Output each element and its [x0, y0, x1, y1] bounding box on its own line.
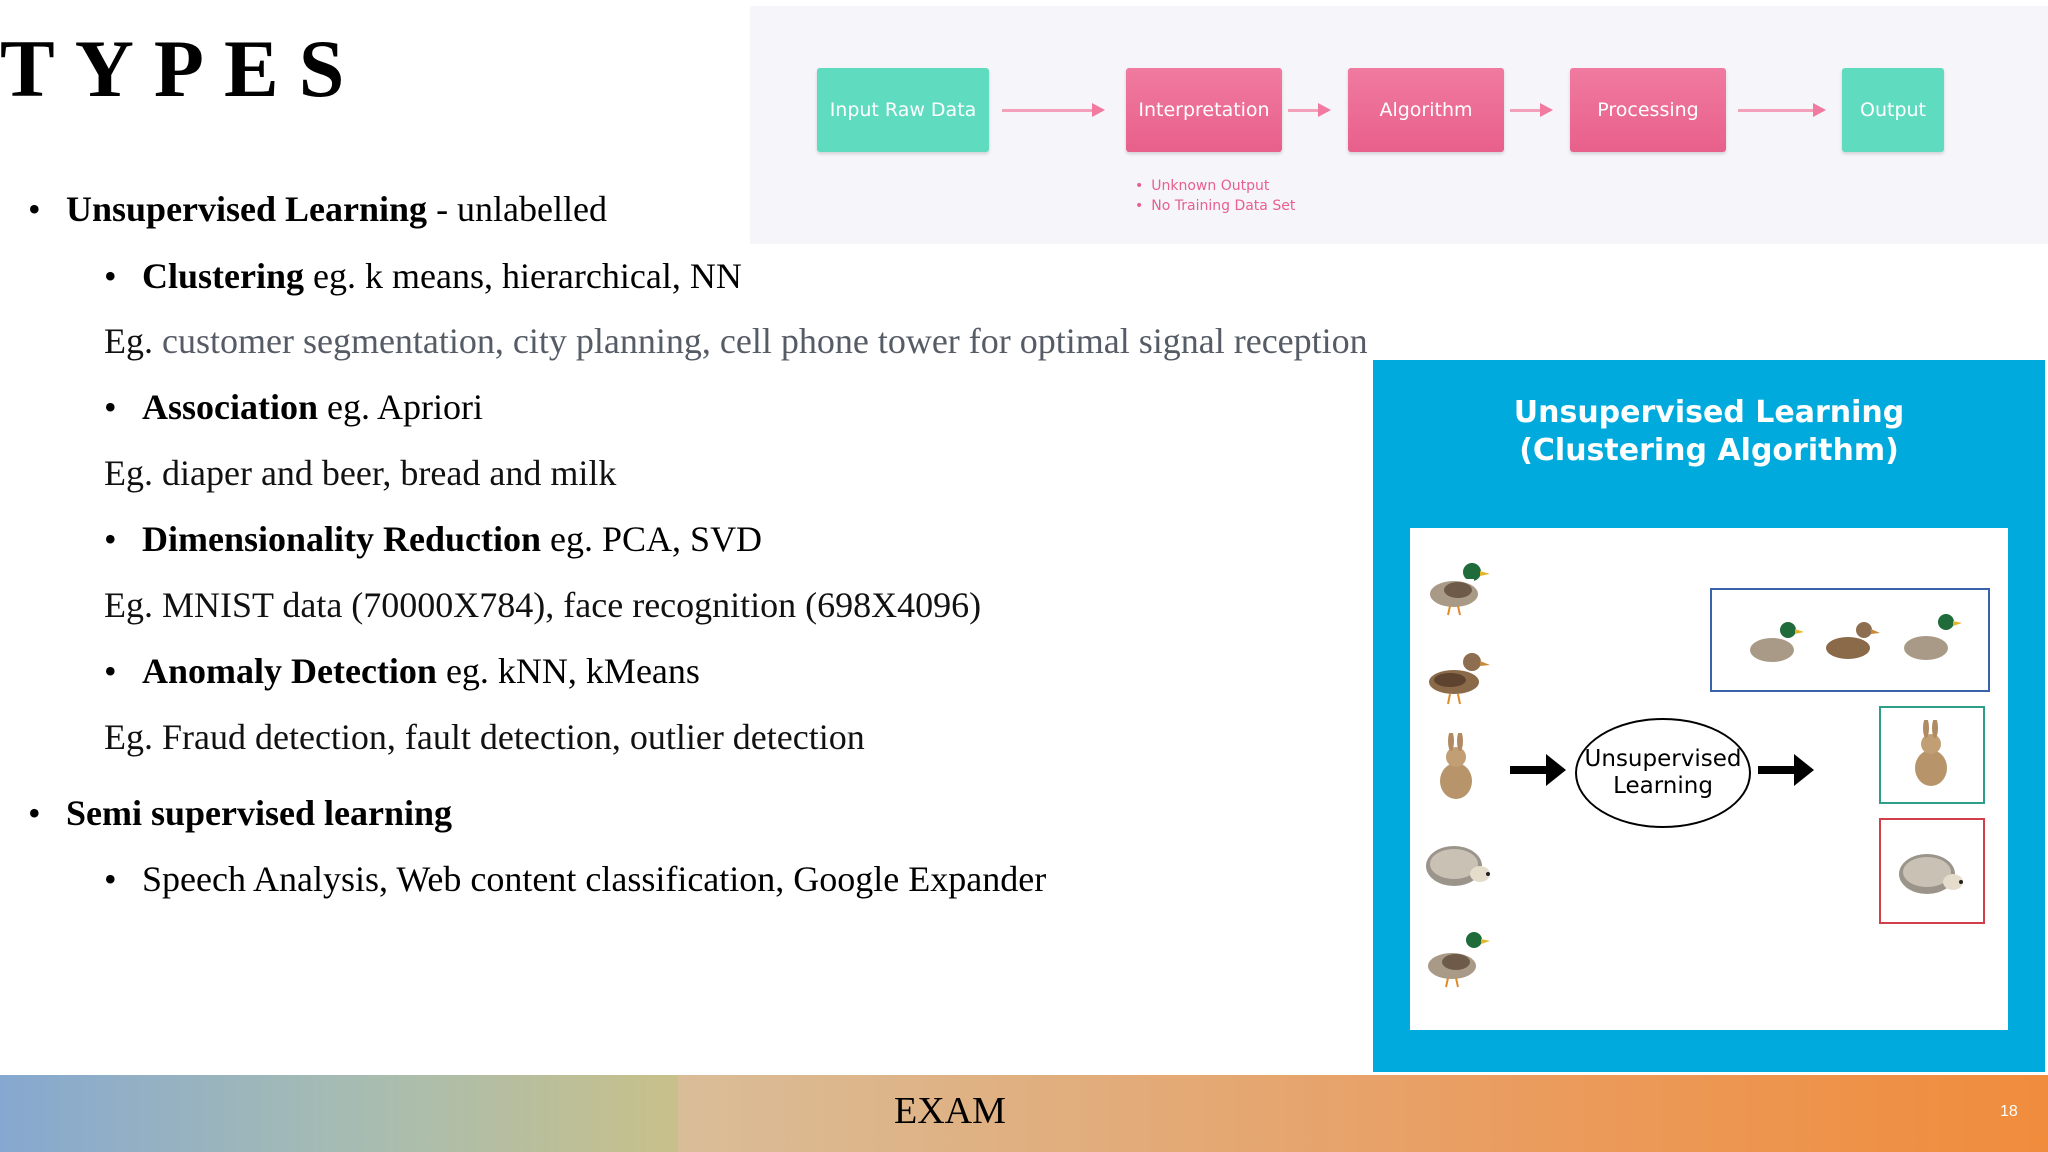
bullet-text: eg. k means, hierarchical, NN: [304, 256, 742, 296]
bullet-dot: •: [28, 189, 41, 229]
bullet-bold: Unsupervised Learning: [66, 189, 428, 229]
bullet-dot: •: [104, 256, 117, 296]
example-prefix: Eg.: [104, 321, 153, 361]
bullet-association: [104, 386, 483, 428]
flow-note: • Unknown Output: [1135, 176, 1295, 196]
female-duck-icon: [1816, 606, 1886, 676]
flow-box-interpretation: Interpretation: [1126, 68, 1282, 152]
bullet-anomaly-detection: [104, 650, 700, 692]
bullet-dot: •: [104, 519, 117, 559]
bullet-clustering: [104, 255, 742, 297]
bullet-bold: Clustering: [142, 256, 304, 296]
footer-band-left: [0, 1075, 678, 1152]
flow-box-input: Input Raw Data: [817, 68, 989, 152]
flow-box-algorithm: Algorithm: [1348, 68, 1504, 152]
clustering-title: [1373, 394, 2045, 470]
clustering-example: [104, 320, 1368, 362]
rabbit-icon: [1422, 733, 1492, 803]
oval-line: Learning: [1613, 773, 1713, 799]
dimred-example: Eg. MNIST data (70000X784), face recognition (698X4096): [104, 585, 982, 625]
mallard-duck-icon: [1740, 606, 1810, 676]
mallard-duck-icon: [1896, 602, 1966, 672]
hedgehog-cluster-box: [1879, 818, 1985, 924]
bullet-text: eg. PCA, SVD: [541, 519, 763, 559]
oval-line: Unsupervised: [1584, 746, 1742, 772]
mallard-duck-icon: [1422, 548, 1492, 618]
rabbit-cluster-box: [1879, 706, 1985, 804]
flow-box-output: Output: [1842, 68, 1944, 152]
anomaly-example: Eg. Fraud detection, fault detection, outlier detection: [104, 717, 865, 757]
footer-text: EXAM: [894, 1090, 1006, 1132]
female-duck-icon: [1422, 638, 1492, 708]
hedgehog-icon: [1895, 836, 1965, 906]
slide-footer: [0, 1075, 2048, 1152]
flowchart-panel: [750, 6, 2048, 244]
arrow-right-icon: [1758, 750, 1816, 790]
flow-arrow: [1738, 109, 1823, 112]
bullet-dot: •: [104, 859, 117, 899]
flow-notes: [1135, 176, 1295, 216]
association-example: Eg. diaper and beer, bread and milk: [104, 453, 617, 493]
bullet-text: eg. kNN, kMeans: [436, 651, 700, 691]
flow-arrow: [1002, 109, 1102, 112]
bullet-text: - unlabelled: [427, 189, 607, 229]
page-number: 18: [2000, 1103, 2018, 1120]
bullet-dimensionality-reduction: [104, 518, 763, 560]
bullet-semi-supervised: [28, 792, 453, 834]
flow-note: • No Training Data Set: [1135, 196, 1295, 216]
clustering-graphic: [1373, 360, 2045, 1072]
bullet-dot: •: [104, 387, 117, 427]
arrow-right-icon: [1510, 750, 1568, 790]
flow-box-processing: Processing: [1570, 68, 1726, 152]
clustering-canvas: [1410, 528, 2008, 1030]
flow-arrow: [1510, 109, 1550, 112]
bullet-dot: •: [28, 793, 41, 833]
bullet-semi-examples: [104, 858, 1047, 900]
bullet-text: eg. Apriori: [318, 387, 483, 427]
clustering-title-line: (Clustering Algorithm): [1519, 433, 1899, 468]
footer-band-right: [678, 1075, 2048, 1152]
bullet-unsupervised: [28, 188, 607, 230]
slide-title: TYPES: [0, 23, 365, 114]
rabbit-icon: [1897, 720, 1967, 790]
bullet-bold: Dimensionality Reduction: [142, 519, 542, 559]
bullet-dot: •: [104, 651, 117, 691]
bullet-bold: Semi supervised learning: [66, 793, 453, 833]
bullet-bold: Anomaly Detection: [142, 651, 437, 691]
unsupervised-learning-oval: [1575, 718, 1751, 828]
bullet-text: Speech Analysis, Web content classification, Google Expander: [142, 859, 1047, 899]
bullet-bold: Association: [142, 387, 319, 427]
flow-arrow: [1288, 109, 1328, 112]
hedgehog-icon: [1422, 828, 1492, 898]
clustering-title-line: Unsupervised Learning: [1513, 395, 1905, 430]
example-text: customer segmentation, city planning, cell phone tower for optimal signal reception: [153, 321, 1368, 361]
mallard-duck-icon: [1422, 920, 1492, 990]
duck-cluster-box: [1710, 588, 1990, 692]
